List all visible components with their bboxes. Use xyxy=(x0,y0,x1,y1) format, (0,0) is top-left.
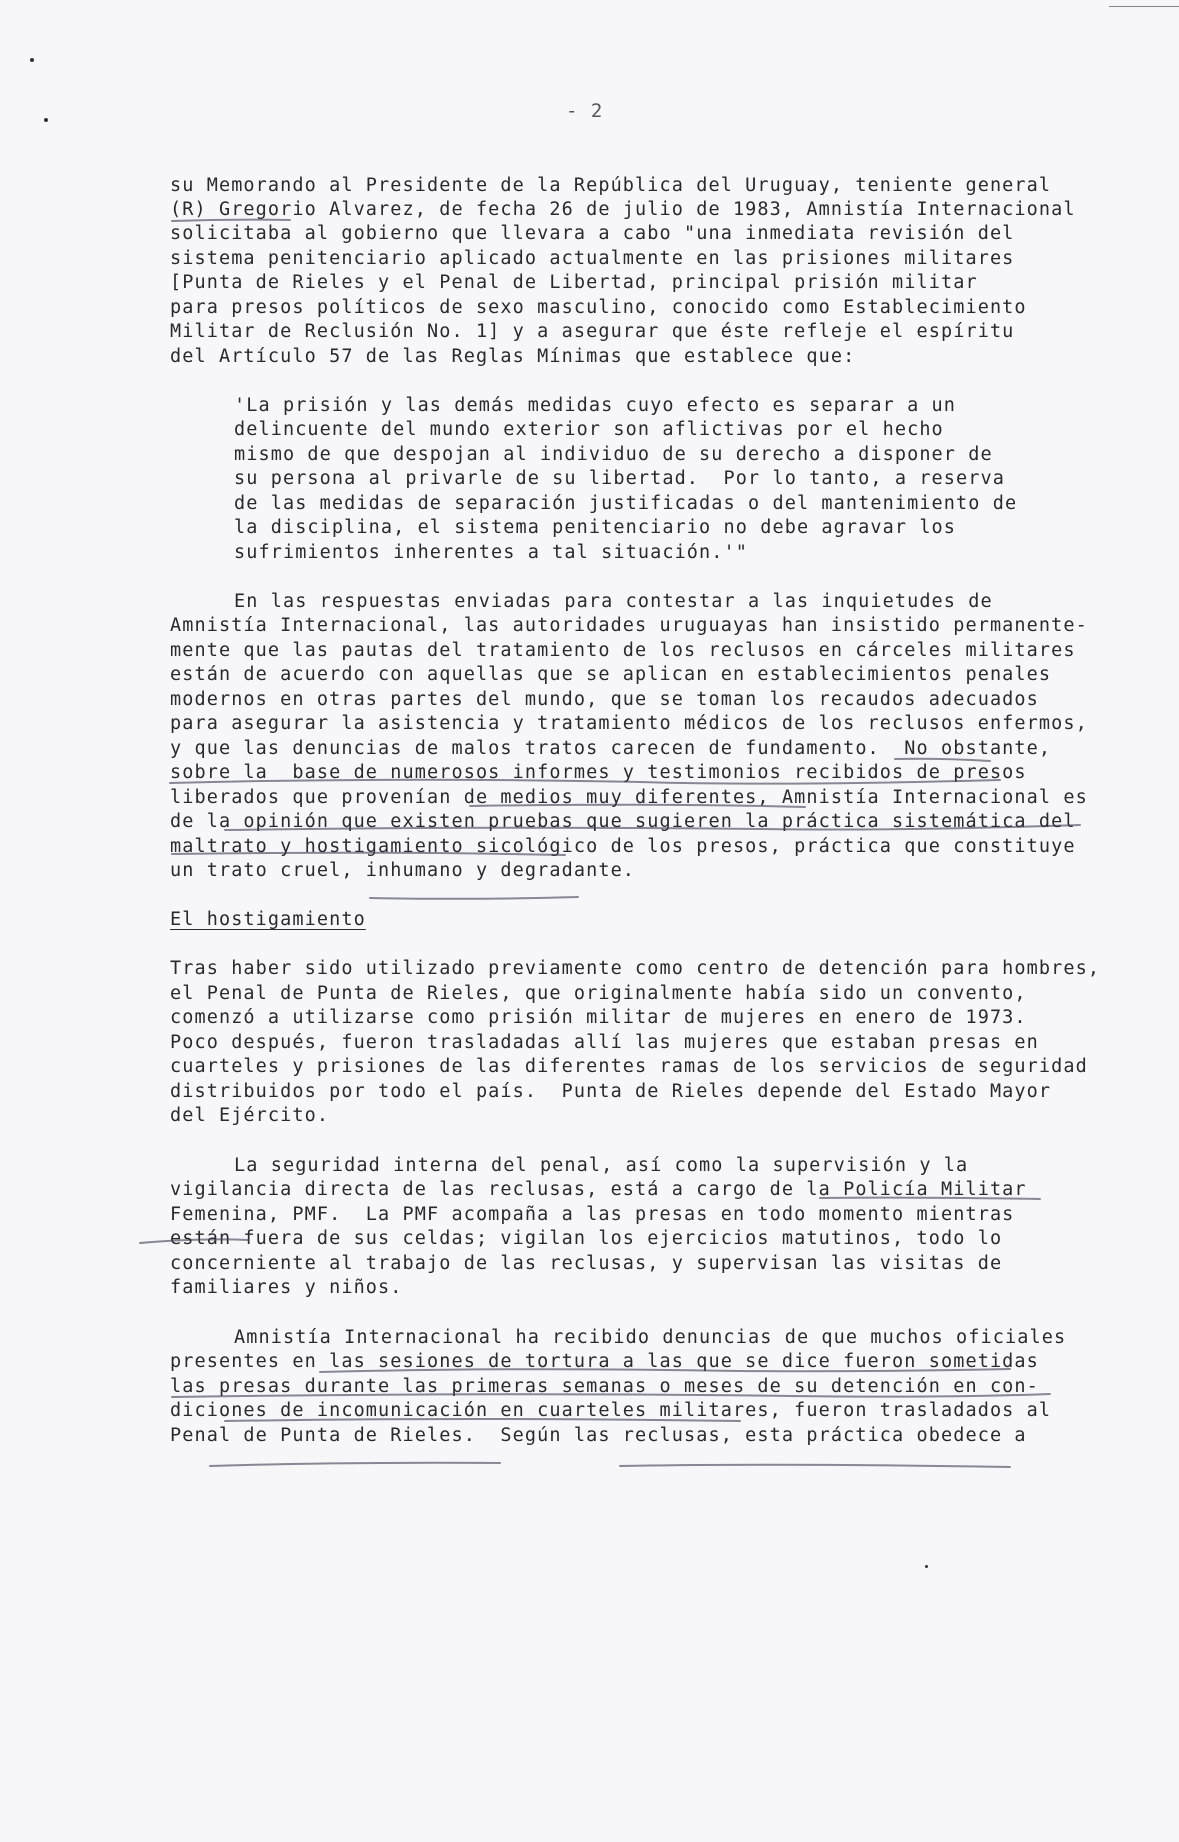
text-line: Militar de Reclusión No. 1] y a asegurar que éste refleje el espíritu xyxy=(170,321,1015,342)
pen-underline xyxy=(225,825,1080,830)
pen-underline xyxy=(172,220,290,221)
quote-line: la disciplina, el sistema penitenciario no debe agravar los xyxy=(234,517,957,538)
text-line: Amnistía Internacional ha recibido denuncias de que muchos oficiales xyxy=(234,1327,1067,1348)
quote-line: sufrimientos inherentes a tal situación.'" xyxy=(234,542,748,563)
text-line: Poco después, fueron trasladadas allí las mujeres que estaban presas en xyxy=(170,1032,1039,1053)
quote-line: su persona al privarle de su libertad. Por lo tanto, a reserva xyxy=(234,468,1005,489)
text-line: concerniente al trabajo de las reclusas, y supervisan las visitas de xyxy=(170,1253,1003,1274)
text-line: el Penal de Punta de Rieles, que originalmente había sido un convento, xyxy=(170,983,1027,1004)
text-line: Penal de Punta de Rieles. Según las reclusas, esta práctica obedece a xyxy=(170,1425,1027,1446)
pen-underline xyxy=(820,1198,1040,1199)
text-line: mente que las pautas del tratamiento de los reclusos en cárceles militares xyxy=(170,640,1076,661)
text-line: [Punta de Rieles y el Penal de Libertad, principal prisión militar xyxy=(170,272,978,293)
text-line: su Memorando al Presidente de la República del Uruguay, teniente general xyxy=(170,175,1052,196)
text-line: diciones de incomunicación en cuarteles militares, fueron trasladados al xyxy=(170,1400,1052,1421)
pen-underline xyxy=(320,1369,1010,1372)
text-line: del Artículo 57 de las Reglas Mínimas que establece que: xyxy=(170,346,856,367)
text-line: están fuera de sus celdas; vigilan los ejercicios matutinos, todo lo xyxy=(170,1228,1003,1249)
pen-underline xyxy=(172,1394,1050,1397)
text-line: solicitaba al gobierno que llevara a cabo "una inmediata revisión del xyxy=(170,223,1015,244)
text-line: modernos en otras partes del mundo, que se toman los recaudos adecuados xyxy=(170,689,1039,710)
text-line: del Ejército. xyxy=(170,1105,330,1126)
text-line: vigilancia directa de las reclusas, está a cargo de la Policía Militar xyxy=(170,1179,1027,1200)
pen-underline xyxy=(172,853,565,855)
quote-line: de las medidas de separación justificadas o del mantenimiento de xyxy=(234,493,1018,514)
text-line: para asegurar la asistencia y tratamiento médicos de los reclusos enfermos, xyxy=(170,713,1088,734)
pen-underline xyxy=(370,897,578,899)
text-line: Tras haber sido utilizado previamente como centro de detención para hombres, xyxy=(170,958,1101,979)
text-line: Amnistía Internacional, las autoridades uruguayas han insistido permanente- xyxy=(170,615,1088,636)
text-line: comenzó a utilizarse como prisión militar de mujeres en enero de 1973. xyxy=(170,1007,1027,1028)
text-line: familiares y niños. xyxy=(170,1277,403,1298)
text-line: distribuidos por todo el país. Punta de Rieles depende del Estado Mayor xyxy=(170,1081,1052,1102)
quote-line: 'La prisión y las demás medidas cuyo efecto es separar a un xyxy=(234,395,957,416)
page-number: - 2 xyxy=(566,100,604,122)
text-line: cuarteles y prisiones de las diferentes ramas de los servicios de seguridad xyxy=(170,1056,1088,1077)
quote-line: delincuente del mundo exterior son aflictivas por el hecho xyxy=(234,419,944,440)
pen-underline xyxy=(470,805,805,807)
pen-underline xyxy=(170,780,1000,784)
text-line: sobre la base de numerosos informes y testimonios recibidos de presos xyxy=(170,762,1027,783)
pen-underline xyxy=(225,1419,740,1421)
pen-underline xyxy=(620,1465,1010,1467)
text-line: de la opinión que existen pruebas que sugieren la práctica sistemática del xyxy=(170,811,1076,832)
pen-underline xyxy=(210,1463,500,1466)
pen-underline xyxy=(895,759,990,761)
text-line: para presos políticos de sexo masculino, conocido como Establecimiento xyxy=(170,297,1027,318)
text-line: La seguridad interna del penal, así como la supervisión y la xyxy=(234,1155,969,1176)
text-line: un trato cruel, inhumano y degradante. xyxy=(170,860,636,881)
text-line: y que las denuncias de malos tratos carecen de fundamento. No obstante, xyxy=(170,738,1052,759)
text-line: maltrato y hostigamiento sicológico de los presos, práctica que constituye xyxy=(170,836,1076,857)
text-line: En las respuestas enviadas para contestar a las inquietudes de xyxy=(234,591,993,612)
text-line: (R) Gregorio Alvarez, de fecha 26 de julio de 1983, Amnistía Internacional xyxy=(170,199,1076,220)
pen-underline xyxy=(140,1239,248,1243)
section-heading: El hostigamiento xyxy=(170,909,366,930)
quote-line: mismo de que despojan al individuo de su derecho a disponer de xyxy=(234,444,993,465)
text-line: liberados que provenían de medios muy diferentes, Amnistía Internacional es xyxy=(170,787,1088,808)
text-line: Femenina, PMF. La PMF acompaña a las presas en todo momento mientras xyxy=(170,1204,1015,1225)
text-line: presentes en las sesiones de tortura a las que se dice fueron sometidas xyxy=(170,1351,1039,1372)
text-line: sistema penitenciario aplicado actualmente en las prisiones militares xyxy=(170,248,1015,269)
text-line: las presas durante las primeras semanas o meses de su detención en con- xyxy=(170,1376,1039,1397)
text-line: están de acuerdo con aquellas que se aplican en establecimientos penales xyxy=(170,664,1052,685)
